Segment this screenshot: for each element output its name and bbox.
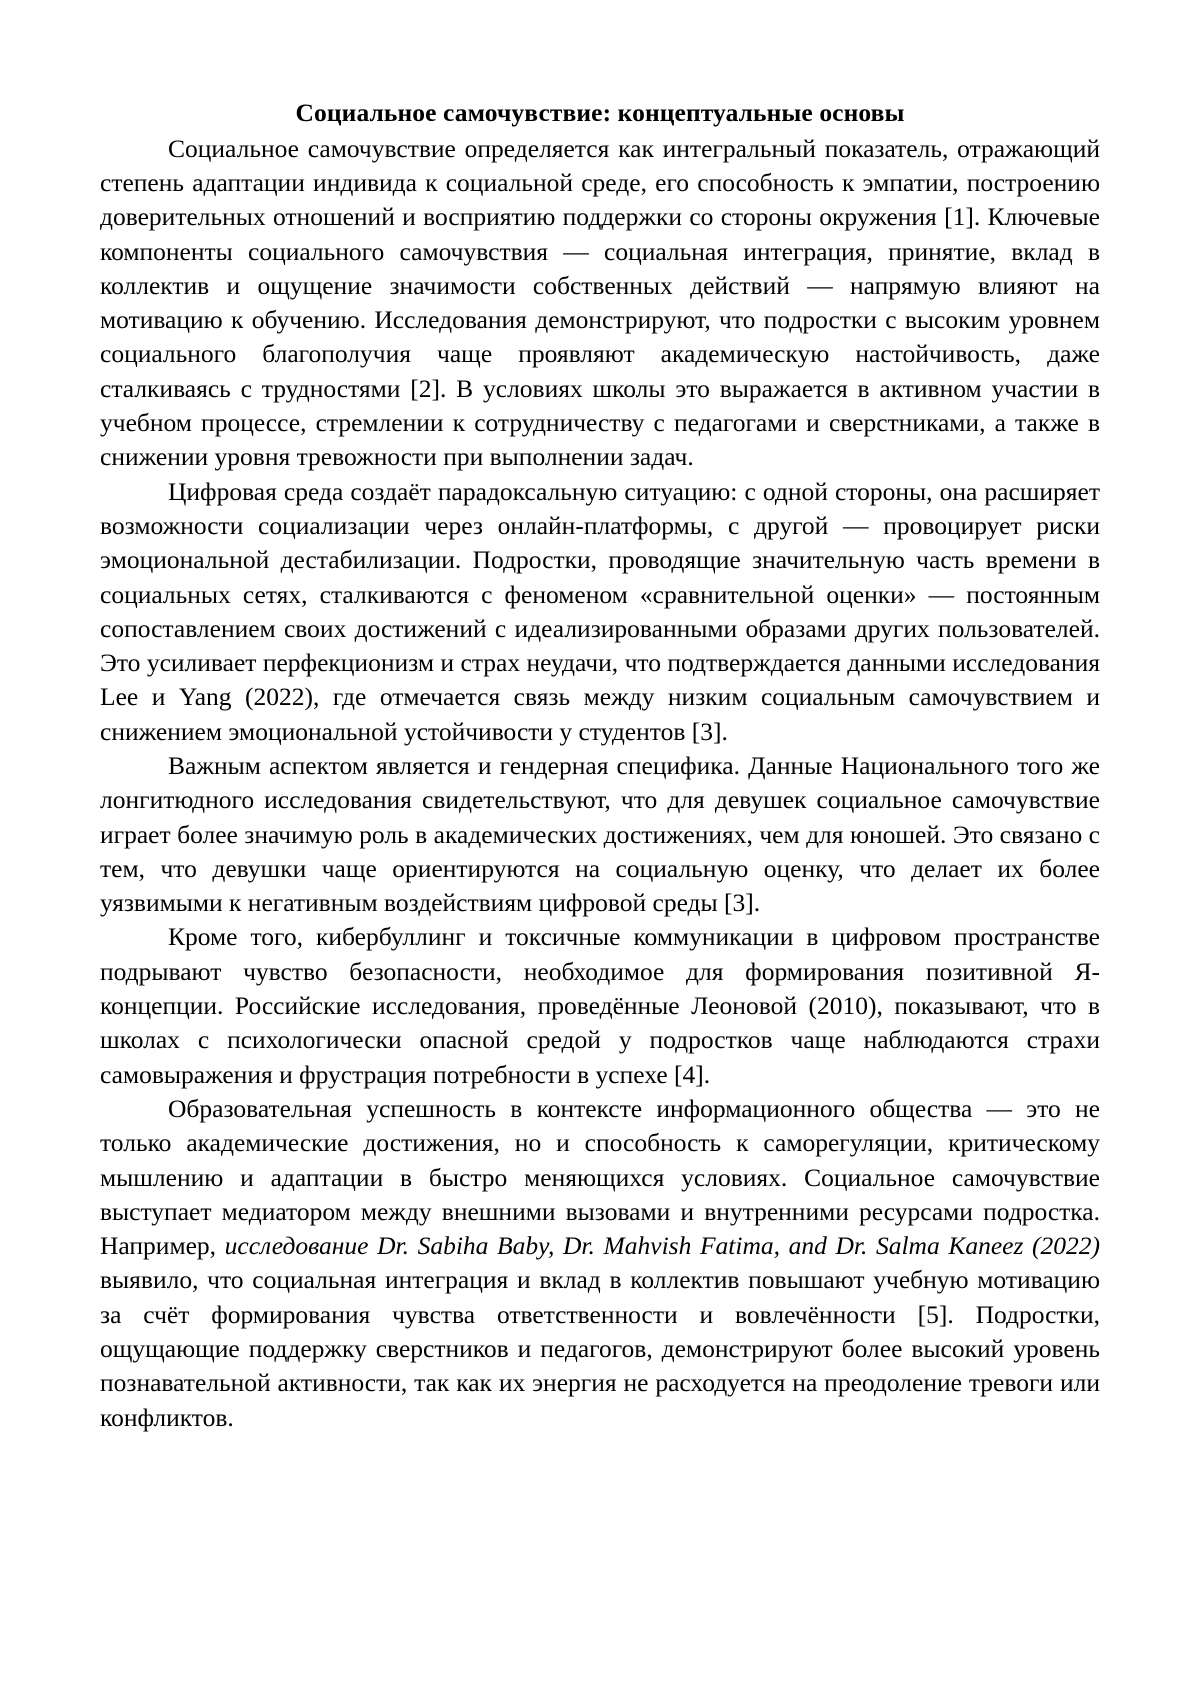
emphasized-text: исследование Dr. Sabiha Baby, Dr. Mahvish Fatima, and Dr. Salma Kaneez (2022) bbox=[224, 1231, 1100, 1261]
paragraph bbox=[100, 920, 1100, 1091]
document-body bbox=[100, 132, 1100, 1435]
body-text: Цифровая среда создаёт парадоксальную ситуацию: с одной стороны, она расширяет возможности социализации через онлайн-платформы, с другой — провоцирует риски эмоциональной дестабилизации. Подростки, проводящие значительную часть времени в социальных сетях, сталкиваются с феноменом «сравнительной оценки» — постоянным сопоставлением своих достижений с идеализированными образами других пользователей. Это усиливает перфекционизм и страх неудачи, что подтверждается данными исследования Lee и Yang (2022), где отмечается связь между низким социальным самочувствием и снижением эмоциональной устойчивости у студентов [3]. bbox=[100, 476, 1100, 746]
paragraph bbox=[100, 475, 1100, 749]
paragraph bbox=[100, 1092, 1100, 1435]
body-text: Кроме того, кибербуллинг и токсичные коммуникации в цифровом пространстве подрывают чувство безопасности, необходимое для формирования позитивной Я-концепции. Российские исследования, проведённые Леоновой (2010), показывают, что в школах с психологически опасной средой у подростков чаще наблюдаются страхи самовыражения и фрустрация потребности в успехе [4]. bbox=[100, 922, 1100, 1089]
body-text: выявило, что социальная интеграция и вклад в коллектив повышают учебную мотивацию за счёт формирования чувства ответственности и вовлечённости [5]. Подростки, ощущающие поддержку сверстников и педагогов, демонстрируют более высокий уровень познавательной активности, так как их энергия не расходуется на преодоление тревоги или конфликтов. bbox=[100, 1265, 1100, 1432]
body-text: Важным аспектом является и гендерная специфика. Данные Национального того же лонгитюдного исследования свидетельствуют, что для девушек социальное самочувствие играет более значимую роль в академических достижениях, чем для юношей. Это связано с тем, что девушки чаще ориентируются на социальную оценку, что делает их более уязвимыми к негативным воздействиям цифровой среды [3]. bbox=[100, 751, 1100, 918]
paragraph bbox=[100, 749, 1100, 920]
body-text: Социальное самочувствие определяется как интегральный показатель, отражающий степень адаптации индивида к социальной среде, его способность к эмпатии, построению доверительных отношений и восприятию поддержки со стороны окружения [1]. Ключевые компоненты социального самочувствия — социальная интеграция, принятие, вклад в коллектив и ощущение значимости собственных действий — напрямую влияют на мотивацию к обучению. Исследования демонстрируют, что подростки с высоким уровнем социального благополучия чаще проявляют академическую настойчивость, даже сталкиваясь с трудностями [2]. В условиях школы это выражается в активном участии в учебном процессе, стремлении к сотрудничеству с педагогами и сверстниками, а также в снижении уровня тревожности при выполнении задач. bbox=[100, 133, 1100, 472]
page-title: Социальное самочувствие: концептуальные основы bbox=[295, 98, 905, 127]
body-text: Образовательная успешность в контексте информационного общества — это не только академические достижения, но и способность к саморегуляции, критическому мышлению и адаптации в быстро меняющихся условиях. Социальное самочувствие выступает медиатором между внешними вызовами и внутренними ресурсами подростка. Например, bbox=[100, 1093, 1100, 1261]
paragraph bbox=[100, 132, 1100, 475]
